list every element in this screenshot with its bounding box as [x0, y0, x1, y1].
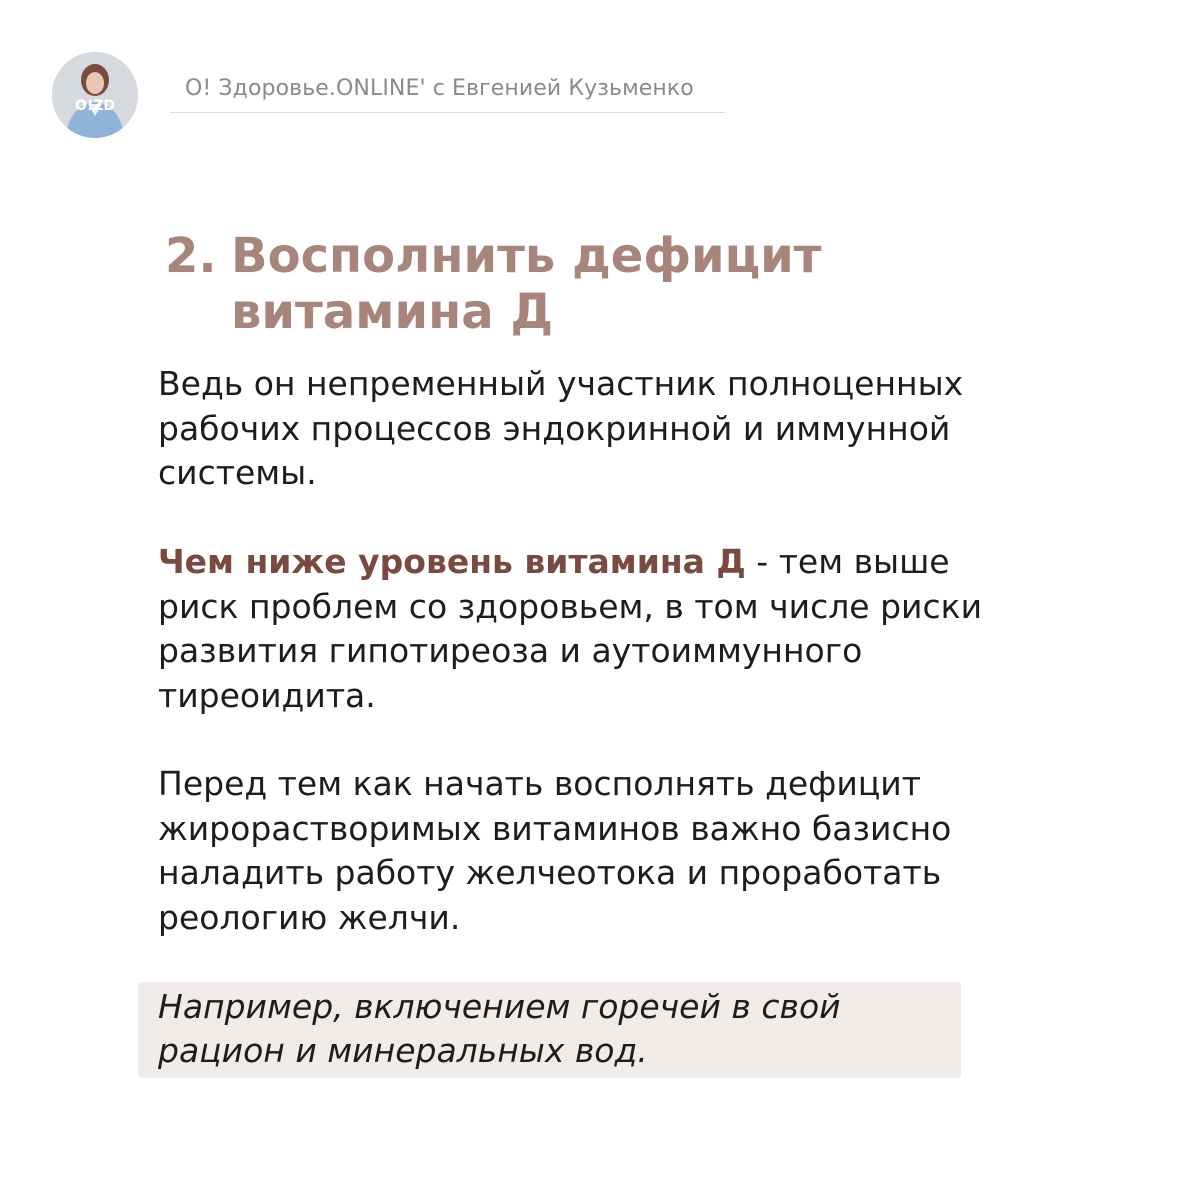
title-number: 2. [165, 228, 217, 284]
accent-text: Чем ниже уровень витамина Д [158, 542, 746, 581]
title-line-2: витамина Д [231, 284, 554, 340]
highlight-text: Например, включением горечей в свой рацион и минеральных вод. [158, 987, 841, 1070]
page-title [165, 228, 925, 340]
header [52, 52, 732, 140]
title-line-1: Восполнить дефицит [231, 228, 822, 284]
paragraph-2 [158, 540, 988, 718]
paragraph-3: Перед тем как начать восполнять дефицит жирорастворимых витаминов важно базисно наладить работу желчеотока и проработать реологию желчи. [158, 764, 952, 937]
avatar-label: O!ZD [74, 98, 116, 114]
avatar-image [52, 52, 138, 138]
brand-title: О! Здоровье.ONLINE' с Евгенией Кузьменко [185, 76, 694, 101]
paragraph-1: Ведь он непременный участник полноценных рабочих процессов эндокринной и иммунной системы. [158, 364, 964, 492]
header-divider [170, 112, 725, 113]
paragraph-2-text: - тем выше риск проблем со здоровьем, в том числе риски развития гипотиреоза и аутоиммунного тиреоидита. [158, 542, 983, 715]
avatar[interactable] [52, 52, 138, 138]
